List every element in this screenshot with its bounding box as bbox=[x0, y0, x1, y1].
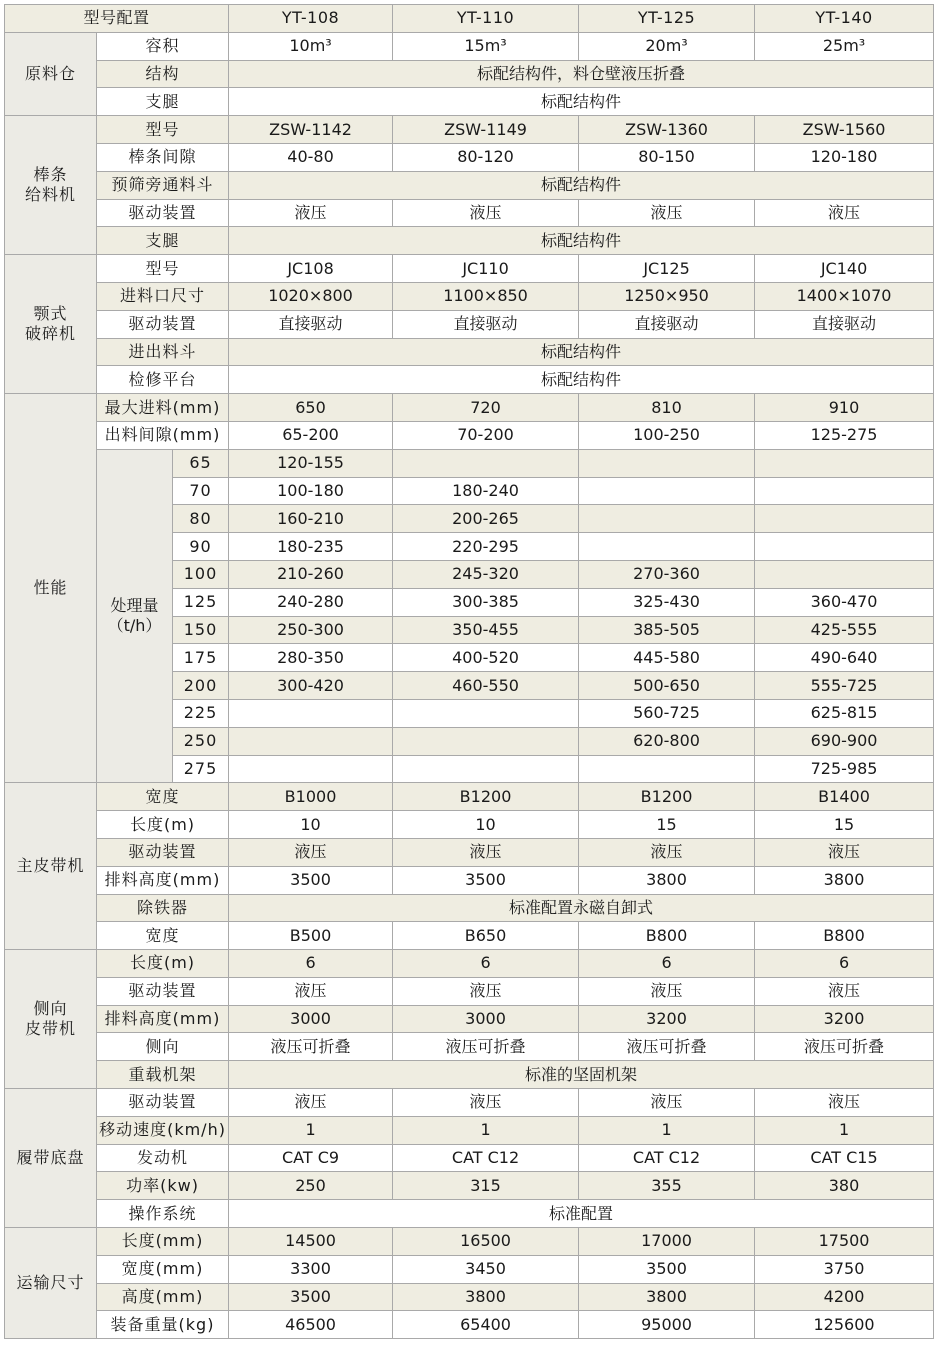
row-label: 进出料斗 bbox=[97, 338, 229, 366]
value-cell: ZSW-1142 bbox=[229, 116, 393, 144]
row-label: 预筛旁通料斗 bbox=[97, 171, 229, 199]
value-cell: 380 bbox=[755, 1172, 934, 1200]
value-cell: B1200 bbox=[393, 783, 579, 811]
value-cell: 15 bbox=[755, 811, 934, 839]
value-cell: 液压可折叠 bbox=[393, 1033, 579, 1061]
row-label: 高度(mm) bbox=[97, 1283, 229, 1311]
value-cell: CAT C12 bbox=[579, 1144, 755, 1172]
value-cell: 液压 bbox=[229, 977, 393, 1005]
chassis-row bbox=[5, 1172, 934, 1200]
value-cell: 3300 bbox=[229, 1255, 393, 1283]
throughput-value: 560-725 bbox=[579, 699, 755, 727]
throughput-value bbox=[579, 477, 755, 505]
value-cell: 250 bbox=[229, 1172, 393, 1200]
value-cell: 355 bbox=[579, 1172, 755, 1200]
throughput-value bbox=[755, 533, 934, 561]
value-cell: 125-275 bbox=[755, 421, 934, 449]
transport-row bbox=[5, 1311, 934, 1339]
throughput-value bbox=[393, 727, 579, 755]
throughput-value bbox=[579, 449, 755, 477]
value-cell: 1 bbox=[393, 1116, 579, 1144]
value-cell: 液压可折叠 bbox=[755, 1033, 934, 1061]
throughput-value: 500-650 bbox=[579, 672, 755, 700]
row-label: 宽度 bbox=[97, 783, 229, 811]
chassis-row bbox=[5, 1089, 934, 1117]
row-label: 驱动装置 bbox=[97, 838, 229, 866]
throughput-value bbox=[229, 755, 393, 783]
throughput-value: 120-155 bbox=[229, 449, 393, 477]
feeder-row bbox=[5, 199, 934, 227]
value-cell: CAT C15 bbox=[755, 1144, 934, 1172]
row-label: 长度(m) bbox=[97, 950, 229, 978]
performance-row bbox=[5, 394, 934, 422]
merged-value: 标配结构件 bbox=[229, 171, 934, 199]
value-cell: 直接驱动 bbox=[229, 310, 393, 338]
value-cell: 17500 bbox=[755, 1228, 934, 1256]
row-label: 宽度 bbox=[97, 922, 229, 950]
row-label: 最大进料(mm) bbox=[97, 394, 229, 422]
value-cell: 1400×1070 bbox=[755, 282, 934, 310]
value-cell: 1020×800 bbox=[229, 282, 393, 310]
value-cell: 15m³ bbox=[393, 32, 579, 60]
chassis-section-title: 履带底盘 bbox=[5, 1089, 97, 1228]
value-cell: 16500 bbox=[393, 1228, 579, 1256]
row-label: 侧向 bbox=[97, 1033, 229, 1061]
throughput-value: 360-470 bbox=[755, 588, 934, 616]
model-name: YT-110 bbox=[393, 5, 579, 33]
row-label: 发动机 bbox=[97, 1144, 229, 1172]
value-cell: 10m³ bbox=[229, 32, 393, 60]
throughput-value: 385-505 bbox=[579, 616, 755, 644]
throughput-value bbox=[393, 449, 579, 477]
value-cell: 65400 bbox=[393, 1311, 579, 1339]
throughput-value: 490-640 bbox=[755, 644, 934, 672]
value-cell: CAT C9 bbox=[229, 1144, 393, 1172]
row-label: 型号 bbox=[97, 255, 229, 283]
gap-size: 80 bbox=[173, 505, 229, 533]
value-cell: 720 bbox=[393, 394, 579, 422]
value-cell: 液压可折叠 bbox=[579, 1033, 755, 1061]
throughput-value: 620-800 bbox=[579, 727, 755, 755]
model-name: YT-140 bbox=[755, 5, 934, 33]
merged-value: 标配结构件 bbox=[229, 227, 934, 255]
value-cell: 6 bbox=[755, 950, 934, 978]
value-cell: JC125 bbox=[579, 255, 755, 283]
value-cell: JC108 bbox=[229, 255, 393, 283]
throughput-value: 280-350 bbox=[229, 644, 393, 672]
gap-size: 275 bbox=[173, 755, 229, 783]
value-cell: 6 bbox=[229, 950, 393, 978]
throughput-value bbox=[229, 699, 393, 727]
throughput-value bbox=[579, 505, 755, 533]
performance-row bbox=[5, 421, 934, 449]
throughput-value bbox=[393, 699, 579, 727]
row-label: 型号 bbox=[97, 116, 229, 144]
throughput-value: 160-210 bbox=[229, 505, 393, 533]
main_conveyor-row bbox=[5, 894, 934, 922]
throughput-unit: （t/h） bbox=[107, 616, 162, 636]
throughput-value: 200-265 bbox=[393, 505, 579, 533]
section-title-line: 侧向 bbox=[33, 999, 68, 1019]
value-cell: 3500 bbox=[229, 866, 393, 894]
merged-value: 标准配置永磁自卸式 bbox=[229, 894, 934, 922]
side_conveyor-row bbox=[5, 1061, 934, 1089]
value-cell: 3500 bbox=[393, 866, 579, 894]
throughput-value bbox=[755, 560, 934, 588]
gap-size: 175 bbox=[173, 644, 229, 672]
value-cell: 液压 bbox=[393, 199, 579, 227]
row-label: 结构 bbox=[97, 60, 229, 88]
value-cell: 液压 bbox=[755, 977, 934, 1005]
value-cell: 液压 bbox=[393, 838, 579, 866]
throughput-value: 445-580 bbox=[579, 644, 755, 672]
value-cell: 46500 bbox=[229, 1311, 393, 1339]
value-cell: 1 bbox=[229, 1116, 393, 1144]
section-title-line: 皮带机 bbox=[24, 1019, 76, 1039]
value-cell: 3800 bbox=[579, 1283, 755, 1311]
value-cell: 40-80 bbox=[229, 143, 393, 171]
value-cell: 70-200 bbox=[393, 421, 579, 449]
section-title-line: 棒条 bbox=[33, 165, 68, 185]
throughput-value: 350-455 bbox=[393, 616, 579, 644]
value-cell: ZSW-1149 bbox=[393, 116, 579, 144]
feeder-row bbox=[5, 143, 934, 171]
value-cell: 95000 bbox=[579, 1311, 755, 1339]
value-cell: 910 bbox=[755, 394, 934, 422]
merged-value: 标配结构件 bbox=[229, 366, 934, 394]
throughput-value bbox=[755, 505, 934, 533]
gap-size: 250 bbox=[173, 727, 229, 755]
main_conveyor-row bbox=[5, 866, 934, 894]
row-label: 驱动装置 bbox=[97, 199, 229, 227]
value-cell: 液压 bbox=[755, 1089, 934, 1117]
value-cell: 3000 bbox=[393, 1005, 579, 1033]
value-cell: B1200 bbox=[579, 783, 755, 811]
side_conveyor-row bbox=[5, 977, 934, 1005]
gap-size: 200 bbox=[173, 672, 229, 700]
value-cell: 3500 bbox=[229, 1283, 393, 1311]
transport-section-title: 运输尺寸 bbox=[5, 1228, 97, 1339]
value-cell: 17000 bbox=[579, 1228, 755, 1256]
throughput-value: 460-550 bbox=[393, 672, 579, 700]
row-label: 检修平台 bbox=[97, 366, 229, 394]
throughput-value: 250-300 bbox=[229, 616, 393, 644]
throughput-value: 245-320 bbox=[393, 560, 579, 588]
crusher-row bbox=[5, 338, 934, 366]
merged-value: 标配结构件 bbox=[229, 338, 934, 366]
chassis-row bbox=[5, 1144, 934, 1172]
merged-value: 标配结构件 bbox=[229, 88, 934, 116]
feeder-row bbox=[5, 227, 934, 255]
throughput-value: 425-555 bbox=[755, 616, 934, 644]
row-label: 支腿 bbox=[97, 88, 229, 116]
side_conveyor-section-title bbox=[5, 950, 97, 1089]
value-cell: 4200 bbox=[755, 1283, 934, 1311]
value-cell: 3750 bbox=[755, 1255, 934, 1283]
feeder-section-title bbox=[5, 116, 97, 255]
value-cell: 3800 bbox=[393, 1283, 579, 1311]
value-cell: B1400 bbox=[755, 783, 934, 811]
value-cell: 液压 bbox=[393, 1089, 579, 1117]
value-cell: B1000 bbox=[229, 783, 393, 811]
row-label: 功率(kw) bbox=[97, 1172, 229, 1200]
transport-row bbox=[5, 1228, 934, 1256]
throughput-value bbox=[579, 533, 755, 561]
throughput-value: 180-235 bbox=[229, 533, 393, 561]
value-cell: B800 bbox=[755, 922, 934, 950]
throughput-value bbox=[579, 755, 755, 783]
section-title-line: 颚式 bbox=[33, 304, 68, 324]
value-cell: 1250×950 bbox=[579, 282, 755, 310]
throughput-value: 625-815 bbox=[755, 699, 934, 727]
row-label: 宽度(mm) bbox=[97, 1255, 229, 1283]
hopper-row bbox=[5, 88, 934, 116]
value-cell: B650 bbox=[393, 922, 579, 950]
value-cell: 液压 bbox=[755, 838, 934, 866]
section-title-line: 破碎机 bbox=[24, 324, 76, 344]
row-label: 驱动装置 bbox=[97, 1089, 229, 1117]
throughput-label-text: 处理量 bbox=[110, 596, 159, 616]
row-label: 重载机架 bbox=[97, 1061, 229, 1089]
value-cell: 3200 bbox=[755, 1005, 934, 1033]
value-cell: 20m³ bbox=[579, 32, 755, 60]
throughput-value: 220-295 bbox=[393, 533, 579, 561]
value-cell: 液压 bbox=[579, 977, 755, 1005]
crusher-row bbox=[5, 310, 934, 338]
throughput-value: 300-420 bbox=[229, 672, 393, 700]
gap-size: 70 bbox=[173, 477, 229, 505]
value-cell: 3000 bbox=[229, 1005, 393, 1033]
feeder-row bbox=[5, 116, 934, 144]
value-cell: 1 bbox=[579, 1116, 755, 1144]
value-cell: B800 bbox=[579, 922, 755, 950]
throughput-value: 555-725 bbox=[755, 672, 934, 700]
throughput-value: 325-430 bbox=[579, 588, 755, 616]
merged-value: 标准的坚固机架 bbox=[229, 1061, 934, 1089]
header-row bbox=[5, 5, 934, 33]
value-cell: JC110 bbox=[393, 255, 579, 283]
side_conveyor-row bbox=[5, 950, 934, 978]
value-cell: ZSW-1560 bbox=[755, 116, 934, 144]
value-cell: 650 bbox=[229, 394, 393, 422]
hopper-section-title: 原料仓 bbox=[5, 32, 97, 115]
row-label: 出料间隙(mm) bbox=[97, 421, 229, 449]
hopper-row bbox=[5, 60, 934, 88]
performance-section-title: 性能 bbox=[5, 394, 97, 783]
row-label: 容积 bbox=[97, 32, 229, 60]
throughput-value: 300-385 bbox=[393, 588, 579, 616]
throughput-row bbox=[5, 449, 934, 477]
value-cell: B500 bbox=[229, 922, 393, 950]
value-cell: 3450 bbox=[393, 1255, 579, 1283]
main_conveyor-row bbox=[5, 838, 934, 866]
value-cell: 3200 bbox=[579, 1005, 755, 1033]
crusher-row bbox=[5, 255, 934, 283]
gap-size: 225 bbox=[173, 699, 229, 727]
row-label: 排料高度(mm) bbox=[97, 866, 229, 894]
value-cell: 直接驱动 bbox=[579, 310, 755, 338]
row-label: 操作系统 bbox=[97, 1200, 229, 1228]
value-cell: 15 bbox=[579, 811, 755, 839]
row-label: 支腿 bbox=[97, 227, 229, 255]
row-label: 排料高度(mm) bbox=[97, 1005, 229, 1033]
value-cell: JC140 bbox=[755, 255, 934, 283]
crusher-section-title bbox=[5, 255, 97, 394]
gap-size: 100 bbox=[173, 560, 229, 588]
side_conveyor-row bbox=[5, 1033, 934, 1061]
model-name: YT-108 bbox=[229, 5, 393, 33]
value-cell: 10 bbox=[229, 811, 393, 839]
value-cell: 315 bbox=[393, 1172, 579, 1200]
model-name: YT-125 bbox=[579, 5, 755, 33]
value-cell: 液压 bbox=[229, 1089, 393, 1117]
value-cell: 液压 bbox=[579, 838, 755, 866]
value-cell: 直接驱动 bbox=[755, 310, 934, 338]
main_conveyor-row bbox=[5, 783, 934, 811]
throughput-label bbox=[97, 449, 173, 783]
throughput-value: 690-900 bbox=[755, 727, 934, 755]
row-label: 进料口尺寸 bbox=[97, 282, 229, 310]
row-label: 驱动装置 bbox=[97, 310, 229, 338]
spec-table bbox=[4, 4, 934, 1339]
throughput-value: 180-240 bbox=[393, 477, 579, 505]
crusher-row bbox=[5, 282, 934, 310]
value-cell: 液压 bbox=[579, 199, 755, 227]
value-cell: 6 bbox=[393, 950, 579, 978]
hopper-row bbox=[5, 32, 934, 60]
value-cell: CAT C12 bbox=[393, 1144, 579, 1172]
value-cell: 120-180 bbox=[755, 143, 934, 171]
row-label: 除铁器 bbox=[97, 894, 229, 922]
main_conveyor-section-title: 主皮带机 bbox=[5, 783, 97, 950]
value-cell: 80-120 bbox=[393, 143, 579, 171]
value-cell: 液压 bbox=[229, 838, 393, 866]
value-cell: 液压 bbox=[393, 977, 579, 1005]
row-label: 长度(mm) bbox=[97, 1228, 229, 1256]
throughput-value bbox=[755, 449, 934, 477]
throughput-value: 210-260 bbox=[229, 560, 393, 588]
value-cell: 液压 bbox=[755, 199, 934, 227]
value-cell: 80-150 bbox=[579, 143, 755, 171]
merged-value: 标准配置 bbox=[229, 1200, 934, 1228]
value-cell: 25m³ bbox=[755, 32, 934, 60]
row-label: 移动速度(km/h) bbox=[97, 1116, 229, 1144]
throughput-value bbox=[229, 727, 393, 755]
row-label: 装备重量(kg) bbox=[97, 1311, 229, 1339]
value-cell: 100-250 bbox=[579, 421, 755, 449]
row-label: 棒条间隙 bbox=[97, 143, 229, 171]
value-cell: ZSW-1360 bbox=[579, 116, 755, 144]
value-cell: 直接驱动 bbox=[393, 310, 579, 338]
value-cell: 810 bbox=[579, 394, 755, 422]
value-cell: 3500 bbox=[579, 1255, 755, 1283]
value-cell: 液压 bbox=[579, 1089, 755, 1117]
chassis-row bbox=[5, 1200, 934, 1228]
gap-size: 125 bbox=[173, 588, 229, 616]
transport-row bbox=[5, 1255, 934, 1283]
section-title-line: 给料机 bbox=[24, 185, 76, 205]
value-cell: 1 bbox=[755, 1116, 934, 1144]
merged-value: 标配结构件，料仓壁液压折叠 bbox=[229, 60, 934, 88]
header-label: 型号配置 bbox=[5, 5, 229, 33]
value-cell: 10 bbox=[393, 811, 579, 839]
chassis-row bbox=[5, 1116, 934, 1144]
value-cell: 3800 bbox=[755, 866, 934, 894]
throughput-value bbox=[393, 755, 579, 783]
value-cell: 3800 bbox=[579, 866, 755, 894]
throughput-value: 100-180 bbox=[229, 477, 393, 505]
throughput-value bbox=[755, 477, 934, 505]
value-cell: 65-200 bbox=[229, 421, 393, 449]
value-cell: 6 bbox=[579, 950, 755, 978]
transport-row bbox=[5, 1283, 934, 1311]
value-cell: 1100×850 bbox=[393, 282, 579, 310]
gap-size: 90 bbox=[173, 533, 229, 561]
value-cell: 液压可折叠 bbox=[229, 1033, 393, 1061]
feeder-row bbox=[5, 171, 934, 199]
side_conveyor-row bbox=[5, 1005, 934, 1033]
throughput-value: 400-520 bbox=[393, 644, 579, 672]
value-cell: 125600 bbox=[755, 1311, 934, 1339]
row-label: 驱动装置 bbox=[97, 977, 229, 1005]
gap-size: 65 bbox=[173, 449, 229, 477]
value-cell: 14500 bbox=[229, 1228, 393, 1256]
throughput-value: 270-360 bbox=[579, 560, 755, 588]
gap-size: 150 bbox=[173, 616, 229, 644]
crusher-row bbox=[5, 366, 934, 394]
throughput-value: 725-985 bbox=[755, 755, 934, 783]
row-label: 长度(m) bbox=[97, 811, 229, 839]
value-cell: 液压 bbox=[229, 199, 393, 227]
main_conveyor-row bbox=[5, 811, 934, 839]
throughput-value: 240-280 bbox=[229, 588, 393, 616]
main_conveyor-row bbox=[5, 922, 934, 950]
